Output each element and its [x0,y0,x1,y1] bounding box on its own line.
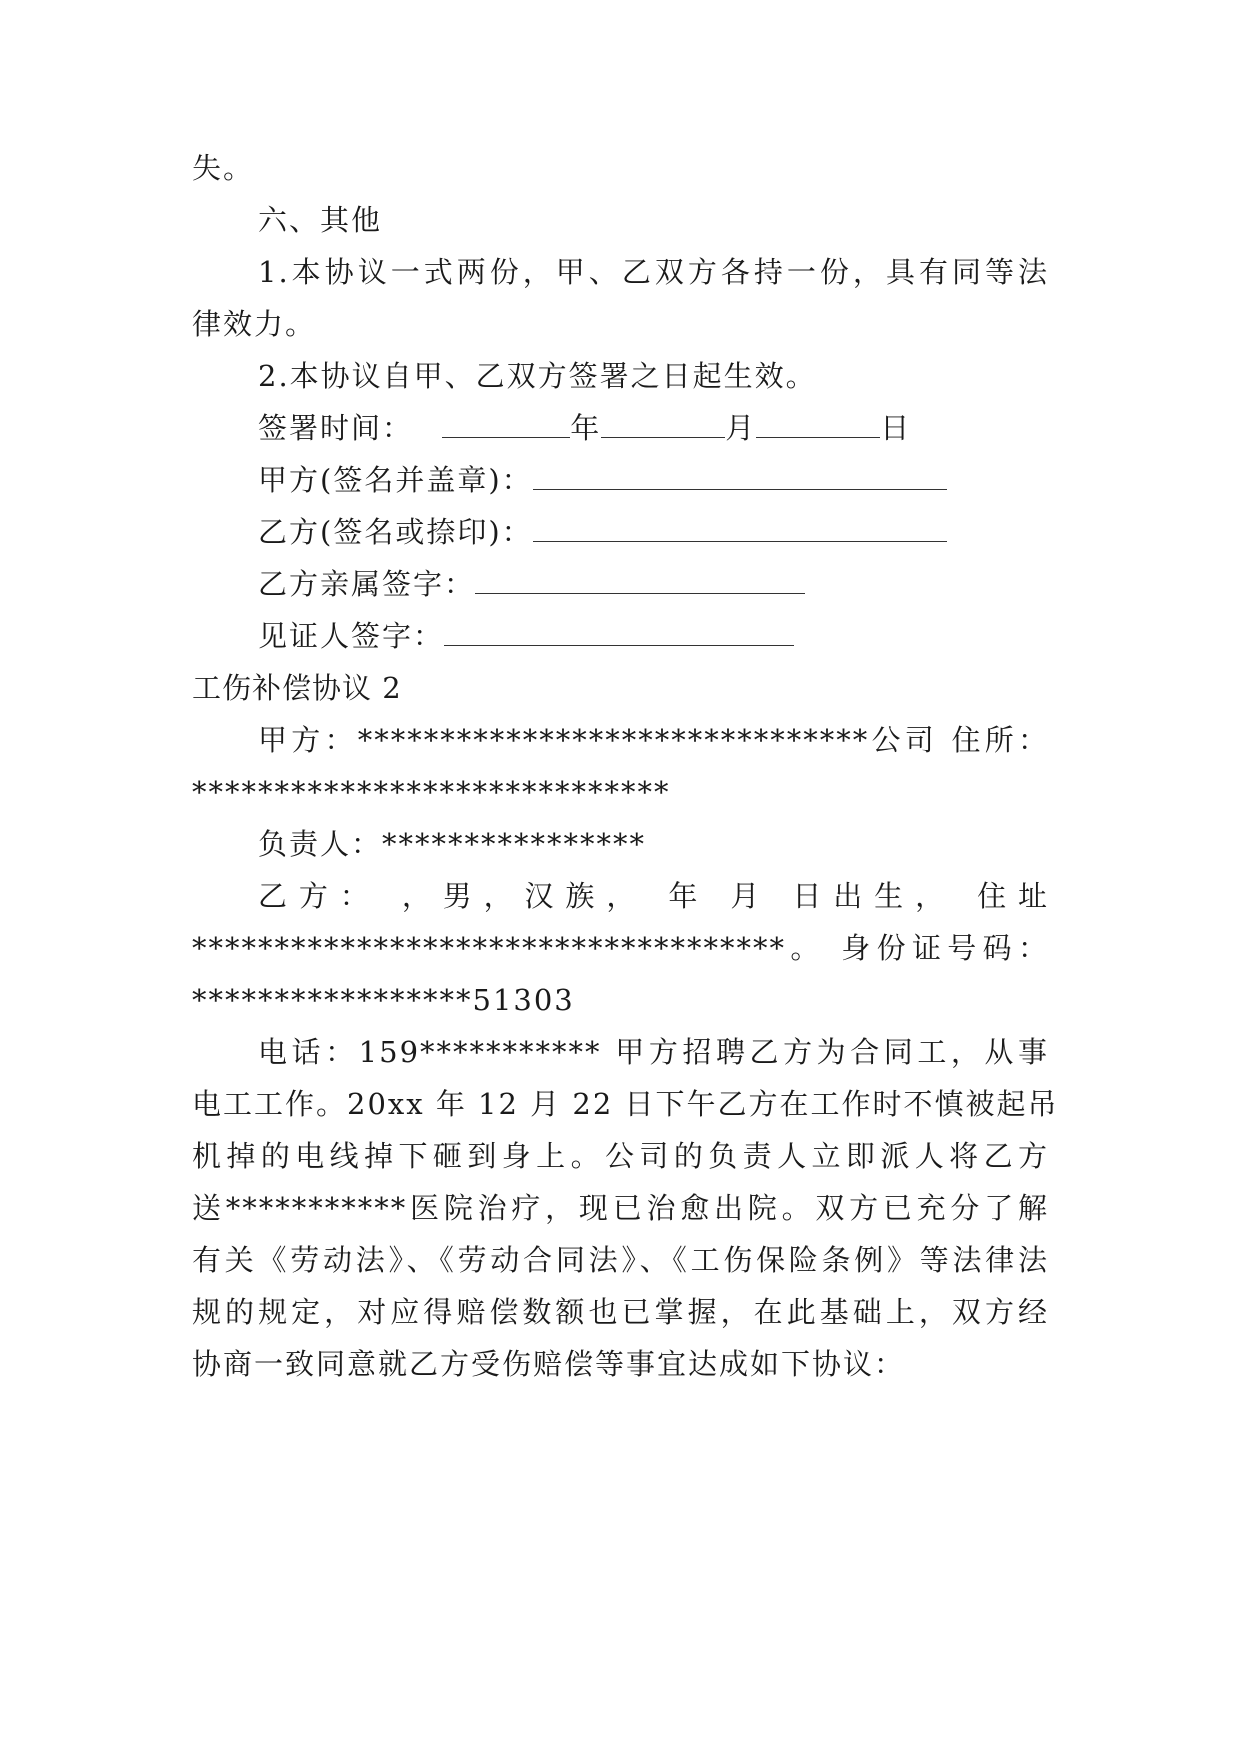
text-line-content: 1.本协议一式两份，甲、乙双方各持一份，具有同等法 [258,255,1049,289]
party-a-sign-label: 甲方(签名并盖章)： [258,463,533,497]
agreement-title: 工伤补偿协议 2 [192,671,402,705]
party-a-sign-blank[interactable] [533,465,947,490]
text-line [192,1188,1049,1228]
sign-time-row [258,408,911,448]
month-label: 月 [725,411,757,445]
text-line: 律效力。 [192,307,317,341]
witness-sign-row [258,616,794,656]
text-line: 2.本协议自甲、乙双方签署之日起生效。 [258,359,817,393]
text-line-content: 送***********医院治疗，现已治愈出院。双方已充分了解 [192,1191,1049,1225]
day-blank[interactable] [756,413,880,438]
relative-sign-row [258,564,805,604]
text-line-content: 有关《劳动法》、《劳动合同法》、《工伤保险条例》等法律法 [192,1243,1049,1277]
year-blank[interactable] [442,413,570,438]
text-line-content: 机掉的电线掉下砸到身上。公司的负责人立即派人将乙方 [192,1139,1049,1173]
party-b-sign-blank[interactable] [533,517,947,542]
party-b-sign-label: 乙方(签名或捺印)： [258,515,533,549]
witness-sign-label: 见证人签字： [258,619,445,653]
text-line [192,1084,1059,1124]
sign-time-label: 签署时间： [258,411,414,445]
text-line [192,928,1049,968]
month-blank[interactable] [601,413,725,438]
text-line: *****************51303 [192,983,575,1017]
text-line-content: 电工工作。20xx 年 12 月 22 日下午乙方在工作时不慎被起吊 [192,1087,1059,1121]
party-a-sign-row [258,460,947,500]
relative-sign-label: 乙方亲属签字： [258,567,476,601]
day-label: 日 [880,411,912,445]
text-line [258,252,1049,292]
text-line [192,1292,1049,1332]
text-line [192,1136,1049,1176]
text-line [192,1240,1049,1280]
text-line-content: 甲方：*******************************公司 住所： [258,723,1049,757]
relative-sign-blank[interactable] [475,569,805,594]
text-line-content: 规的规定，对应得赔偿数额也已掌握，在此基础上，双方经 [192,1295,1049,1329]
text-line-content: 电话：159*********** 甲方招聘乙方为合同工，从事 [258,1035,1049,1069]
year-label: 年 [570,411,602,445]
text-line-content: 乙方： ，男，汉族， 年 月 日出生， 住址 [258,879,1049,913]
text-line: 失。 [192,151,255,185]
witness-sign-blank[interactable] [444,621,794,646]
text-line [258,720,1049,760]
text-line: ***************************** [192,775,671,809]
text-line [258,1032,1049,1072]
text-line-content: ************************************。 身份证号码： [192,931,1049,965]
text-line: 负责人：**************** [258,827,647,861]
text-line [258,876,1049,916]
section-heading: 六、其他 [258,203,383,237]
party-b-sign-row [258,512,947,552]
text-line: 协商一致同意就乙方受伤赔偿等事宜达成如下协议： [192,1347,906,1381]
